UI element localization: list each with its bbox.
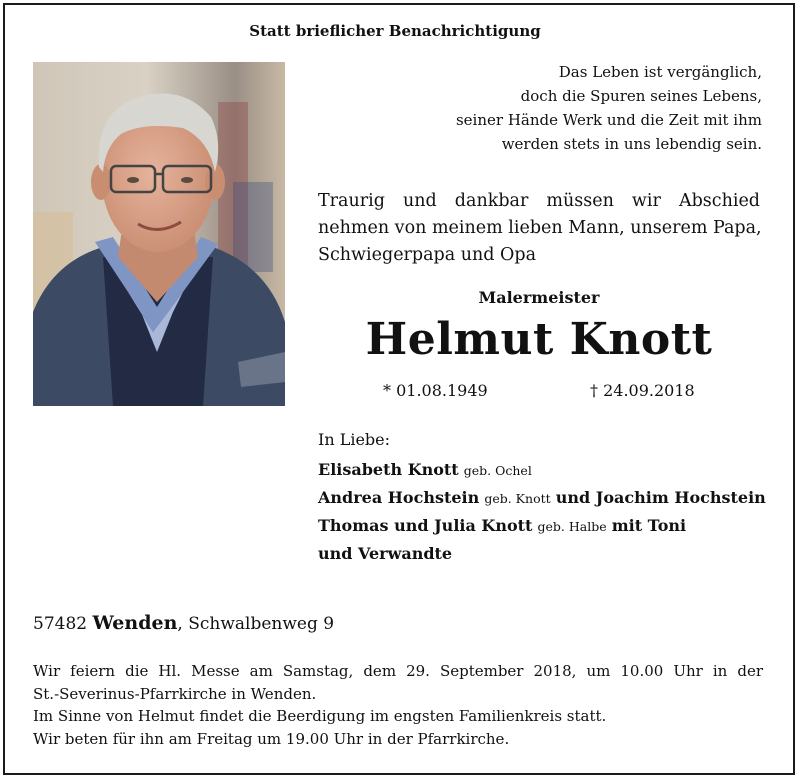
death-date: † 24.09.2018 (590, 381, 695, 400)
mourner-name: mit Toni (611, 516, 687, 535)
verse-line: seiner Hände Werk und die Zeit mit ihm (455, 111, 762, 129)
notice-line: St.-Severinus-Pfarrkirche in Wenden. (33, 684, 317, 703)
intro-line: nehmen von meinem lieben Mann, unserem Papa, (318, 218, 762, 238)
zip-code: 57482 (33, 614, 88, 634)
notice-line: Wir feiern die Hl. Messe am Samstag, dem 29. September 2018, um 10.00 Uhr in der (33, 662, 763, 680)
mourner-name: Thomas und Julia Knott (318, 516, 533, 535)
notice-line: Wir beten für ihn am Freitag um 19.00 Uhr in der Pfarrkirche. (33, 729, 510, 748)
service-notice (33, 660, 763, 750)
verse-line: doch die Spuren seines Lebens, (520, 87, 762, 105)
birth-date: * 01.08.1949 (383, 381, 488, 400)
mourner-line (318, 540, 766, 567)
mourner-name: und Joachim Hochstein (555, 488, 766, 507)
page-heading: Statt brieflicher Benachrichtigung (249, 22, 541, 40)
verse-line: Das Leben ist vergänglich, (558, 63, 762, 81)
mourner-line (318, 456, 766, 484)
mourners-list (318, 456, 766, 567)
maiden-name: geb. Knott (484, 491, 551, 506)
mourner-line (318, 512, 766, 540)
mourners-title: In Liebe: (318, 430, 391, 449)
intro-line: Schwiegerpapa und Opa (318, 245, 537, 265)
mourner-line (318, 484, 766, 512)
maiden-name: geb. Ochel (463, 463, 532, 478)
occupation: Malermeister (478, 288, 600, 307)
verse-line: werden stets in uns lebendig sein. (501, 135, 762, 153)
memorial-verse (456, 60, 762, 156)
mourner-name: Andrea Hochstein (318, 488, 480, 507)
city: Wenden (92, 612, 178, 634)
street: , Schwalbenweg 9 (177, 614, 335, 634)
mourner-name: Elisabeth Knott (318, 460, 459, 479)
portrait-photo (33, 62, 285, 406)
notice-line: Im Sinne von Helmut findet die Beerdigung im engsten Familienkreis statt. (33, 707, 607, 725)
intro-line: Traurig und dankbar müssen wir Abschied (318, 191, 760, 211)
deceased-name: Helmut Knott (365, 314, 713, 365)
address (33, 612, 334, 634)
intro-text (318, 188, 760, 269)
mourner-name: und Verwandte (318, 544, 453, 563)
maiden-name: geb. Halbe (537, 519, 607, 534)
